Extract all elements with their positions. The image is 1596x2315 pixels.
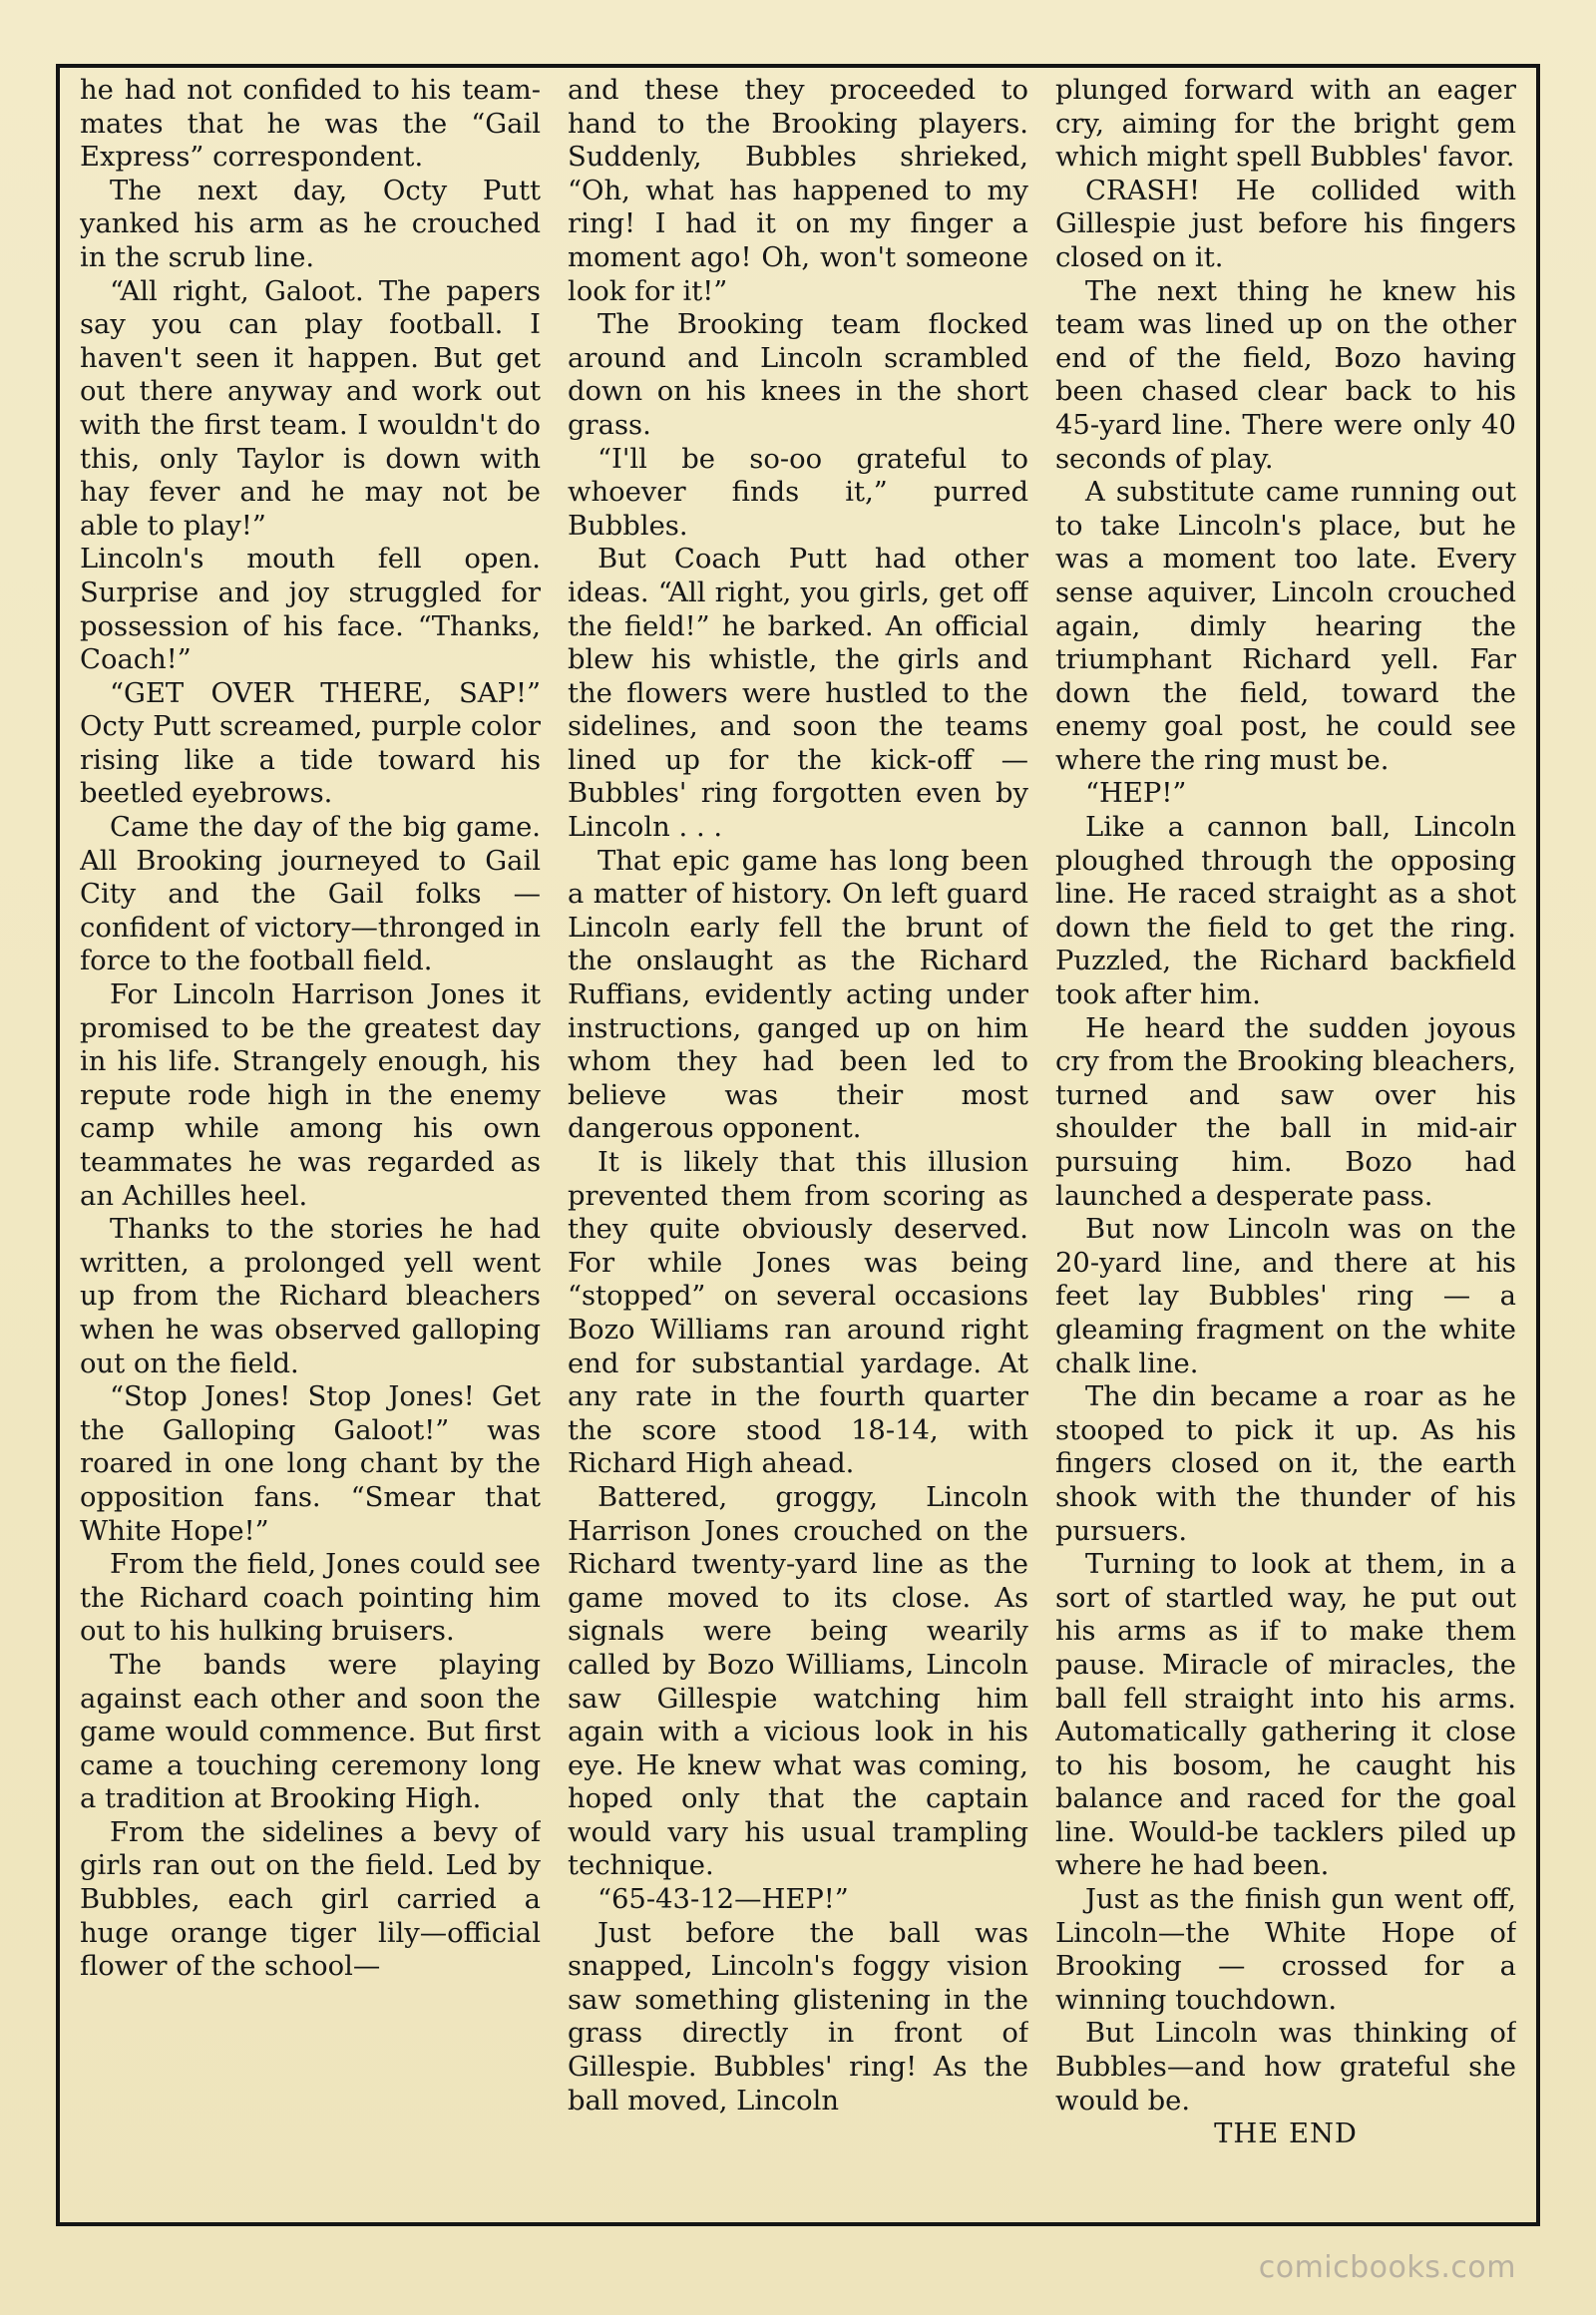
story-paragraph: “65-43-12—HEP!” xyxy=(598,1884,849,1916)
story-paragraph: “I'll be so-oo grateful to whoever finds it,” purred Bubbles. xyxy=(568,443,1028,542)
story-paragraph: Just as the finish gun went off, Lincoln—the White Hope of Brooking — crossed for a winning touchdown. xyxy=(1055,1884,1516,2016)
story-paragraph: A substitute came running out to take Lincoln's place, but he was a moment too late. Every sense aquiver, Lincoln crouched again, dimly hearing the triumphant Richard yell. Far down the field, toward the enemy goal post, he could see where the ring must be. xyxy=(1055,477,1516,776)
story-paragraph: From the sidelines a bevy of girls ran out on the field. Led by Bubbles, each girl carried a huge orange tiger lily—official flower of the school— xyxy=(80,1816,541,1983)
story-paragraph: The next day, Octy Putt yanked his arm as he crouched in the scrub line. xyxy=(80,175,541,273)
story-paragraph: he had not confided to his team-mates that he was the “Gail Express” correspondent. xyxy=(80,75,541,174)
story-paragraph: “GET OVER THERE, SAP!” Octy Putt screamed, purple color rising like a tide toward his beetled eyebrows. xyxy=(80,677,541,810)
text-column-3 xyxy=(1055,74,1516,2228)
story-paragraph: It is likely that this illusion prevented them from scoring as they quite obviously deserved. For while Jones was being “stopped” on several occasions Bozo Williams ran around right end for substantial yardage. At any rate in the fourth quarter the score stood 18-14, with Richard High ahead. xyxy=(568,1147,1028,1480)
story-paragraph: The next thing he knew his team was lined up on the other end of the field, Bozo having been chased clear back to his 45-yard line. There were only 40 seconds of play. xyxy=(1055,275,1516,475)
text-column-1 xyxy=(80,74,541,2228)
story-paragraph: But Coach Putt had other ideas. “All right, you girls, get off the field!” he barked. An official blew his whistle, the girls and the flowers were hustled to the sidelines, and soon the teams lined up for the kick-off — Bubbles' ring forgotten even by Lincoln . . . xyxy=(568,544,1028,844)
story-paragraph: The Brooking team flocked around and Lincoln scrambled down on his knees in the short grass. xyxy=(568,309,1028,441)
story-paragraph: Lincoln's mouth fell open. Surprise and joy struggled for possession of his face. “Thanks, Coach!” xyxy=(80,544,541,676)
story-paragraph: plunged forward with an eager cry, aiming for the bright gem which might spell Bubbles' favor. xyxy=(1055,75,1516,174)
story-text-columns xyxy=(80,74,1516,2228)
story-paragraph: The din became a roar as he stooped to pick it up. As his fingers closed on it, the earth shook with the thunder of his pursuers. xyxy=(1055,1381,1516,1547)
story-paragraph: He heard the sudden joyous cry from the Brooking bleachers, turned and saw over his shoulder the ball in mid-air pursuing him. Bozo had launched a desperate pass. xyxy=(1055,1012,1516,1212)
story-paragraph: But now Lincoln was on the 20-yard line, and there at his feet lay Bubbles' ring — a gleaming fragment on the white chalk line. xyxy=(1055,1214,1516,1379)
story-paragraph: Battered, groggy, Lincoln Harrison Jones crouched on the Richard twenty-yard line as the game moved to its close. As signals were being wearily called by Bozo Williams, Lincoln saw Gillespie watching him again with a vicious look in his eye. He knew what was coming, hoped only that the captain would vary his usual trampling technique. xyxy=(568,1481,1028,1882)
story-paragraph: Just before the ball was snapped, Lincoln's foggy vision saw something glistening in the grass directly in front of Gillespie. Bubbles' ring! As the ball moved, Lincoln xyxy=(568,1917,1028,2117)
story-paragraph: and these they proceeded to hand to the Brooking players. Suddenly, Bubbles shrieked, “Oh, what has happened to my ring! I had it on my finger a moment ago! Oh, won't someone look for it!” xyxy=(568,75,1028,307)
story-paragraph: For Lincoln Harrison Jones it promised to be the greatest day in his life. Strangely enough, his repute rode high in the enemy camp while among his own teammates he was regarded as an Achilles heel. xyxy=(80,979,541,1212)
story-paragraph: CRASH! He collided with Gillespie just before his fingers closed on it. xyxy=(1055,175,1516,273)
story-end-label: THE END xyxy=(1214,2119,1358,2150)
story-paragraph: From the field, Jones could see the Richard coach pointing him out to his hulking bruisers. xyxy=(80,1549,541,1648)
story-paragraph: Turning to look at them, in a sort of startled way, he put out his arms as if to make them pause. Miracle of miracles, the ball fell straight into his arms. Automatically gathering it close to his bosom, he caught his balance and raced for the goal line. Would-be tacklers piled up where he had been. xyxy=(1055,1549,1516,1882)
story-paragraph: “All right, Galoot. The papers say you can play football. I haven't seen it happen. But get out there anyway and work out with the first team. I wouldn't do this, only Taylor is down with hay fever and he may not be able to play!” xyxy=(80,275,541,542)
source-watermark: comicbooks.com xyxy=(1258,2250,1516,2285)
story-paragraph: “HEP!” xyxy=(1085,778,1187,810)
story-paragraph: The bands were playing against each other and soon the game would commence. But first came a touching ceremony long a tradition at Brooking High. xyxy=(80,1649,541,1815)
story-paragraph: But Lincoln was thinking of Bubbles—and how grateful she would be. xyxy=(1055,2018,1516,2117)
story-paragraph: Like a cannon ball, Lincoln ploughed through the opposing line. He raced straight as a shot down the field to get the ring. Puzzled, the Richard backfield took after him. xyxy=(1055,812,1516,1011)
story-paragraph: Came the day of the big game. All Brooking journeyed to Gail City and the Gail folks — confident of victory—thronged in force to the football field. xyxy=(80,812,541,977)
story-paragraph: Thanks to the stories he had written, a prolonged yell went up from the Richard bleachers when he was observed galloping out on the field. xyxy=(80,1214,541,1379)
story-paragraph: “Stop Jones! Stop Jones! Get the Galloping Galoot!” was roared in one long chant by the opposition fans. “Smear that White Hope!” xyxy=(80,1381,541,1547)
story-paragraph: That epic game has long been a matter of history. On left guard Lincoln early fell the brunt of the onslaught as the Richard Ruffians, evidently acting under instructions, ganged up on him whom they had been led to believe was their most dangerous opponent. xyxy=(568,845,1028,1145)
text-column-2 xyxy=(568,74,1028,2228)
